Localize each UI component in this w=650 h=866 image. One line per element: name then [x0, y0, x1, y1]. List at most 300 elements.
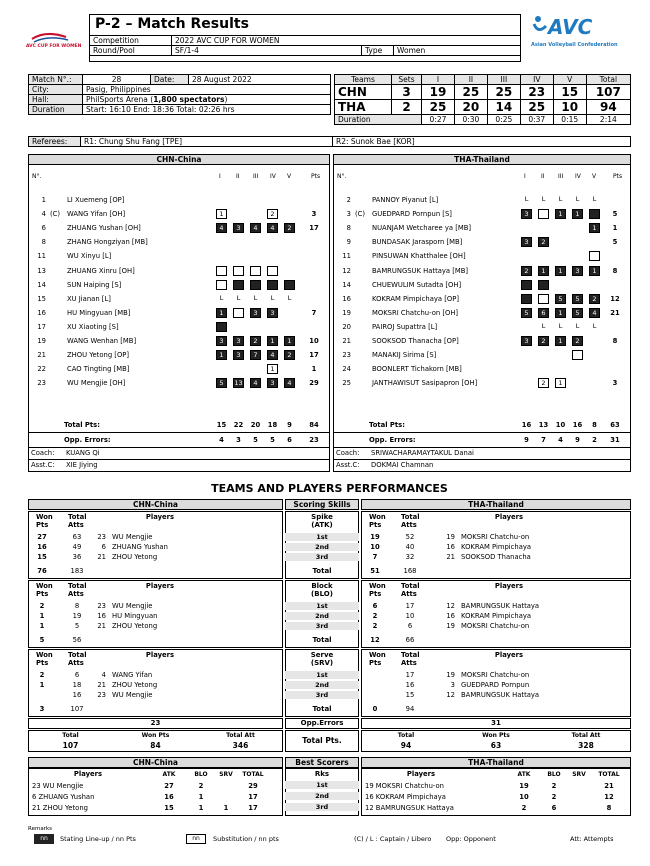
- rank-label: 2nd: [285, 543, 359, 551]
- player-number: 6: [41, 224, 46, 233]
- score-team: CHN: [335, 85, 392, 100]
- set-cell: 1: [555, 336, 566, 346]
- roster-set-header: III: [253, 173, 259, 180]
- set-cell: 13: [234, 379, 243, 388]
- col-players: Players: [494, 513, 524, 521]
- set-cell: 5: [216, 378, 227, 388]
- shirt-no: 19: [446, 671, 455, 679]
- roster-set-header: II: [541, 173, 545, 180]
- rank-label: 3rd: [285, 691, 359, 699]
- set-cell: 5: [555, 294, 566, 304]
- player-name: MOKSRI Chatchu-on [OH]: [372, 308, 459, 317]
- col-pts: Pts: [36, 521, 49, 529]
- skill-code: (ATK): [311, 521, 333, 529]
- skill-name: Spike: [311, 513, 333, 521]
- player-number: 11: [342, 252, 351, 261]
- shirt-no: 16: [446, 612, 455, 620]
- col-won: Won: [36, 582, 53, 590]
- best-stat: 21: [604, 782, 614, 790]
- col-players: Players: [494, 582, 524, 590]
- col-won: Won: [369, 513, 386, 521]
- shirt-no: 16: [97, 612, 106, 620]
- hall-suffix: ): [224, 95, 228, 104]
- total-pts-skill: Total Pts.: [302, 736, 342, 745]
- best-stat: 19: [519, 782, 529, 790]
- totals-value: 107: [62, 741, 79, 750]
- col-won: Won: [369, 651, 386, 659]
- total-pts-label: Total Pts:: [369, 421, 405, 429]
- total-atts: 19: [72, 612, 82, 620]
- best-stat: 2: [551, 793, 557, 801]
- set-cell: [250, 280, 261, 290]
- won-pts: 1: [39, 612, 45, 620]
- set-duration: 0:25: [487, 115, 520, 125]
- set-cell: [572, 350, 583, 360]
- rank-label: 3rd: [285, 622, 359, 630]
- player-number: 23: [342, 351, 351, 360]
- roster-set-header: V: [287, 173, 292, 180]
- referee-1: R1: Chung Shu Fang [TPE]: [81, 137, 333, 147]
- set-cell: 2: [589, 294, 600, 304]
- player-name: JANTHAWISUT Sasipapron [OH]: [372, 379, 478, 388]
- referees-label: Referees:: [29, 137, 81, 147]
- roster-set-header: I: [524, 173, 526, 180]
- total-atts: 16: [72, 691, 82, 699]
- perf-player-name: HU Mingyuan: [112, 612, 158, 620]
- player-name: CHUEWULIM Sutadta [OH]: [372, 280, 462, 289]
- shirt-no: 23: [97, 602, 106, 610]
- score-head-set5: V: [553, 75, 586, 85]
- divider: [28, 447, 330, 448]
- city-label: City:: [29, 85, 83, 95]
- set-cell: 3: [521, 336, 532, 346]
- best-stat: 1: [198, 793, 204, 801]
- avc-logo: [528, 12, 628, 52]
- player-points: 17: [309, 224, 319, 233]
- set-cell: 4: [216, 223, 227, 233]
- best-col-head: TOTAL: [242, 771, 264, 778]
- chn-opp-errors: 23: [150, 719, 161, 727]
- atts-total: 94: [405, 705, 415, 713]
- set-cell: 3: [250, 308, 261, 318]
- col-players: Players: [145, 651, 175, 659]
- score-set: 15: [553, 85, 586, 100]
- hall-label: Hall:: [29, 95, 83, 105]
- set-cell: 1: [267, 336, 278, 346]
- player-name: NUANJAM Wetcharee ya [MB]: [372, 224, 472, 233]
- col-pts: Pts: [36, 659, 49, 667]
- player-name: WU Mengjie [OH]: [67, 379, 126, 388]
- score-set: 25: [454, 85, 487, 100]
- set-cell: [284, 280, 295, 290]
- set-cell: 2: [538, 237, 549, 247]
- set-cell: 2: [284, 350, 295, 360]
- city-value: Pasig, Philippines: [83, 85, 331, 95]
- set-cell: 2: [521, 266, 532, 276]
- player-name: GUEDPARD Pornpun [S]: [372, 210, 452, 219]
- round-label: Round/Pool: [90, 46, 172, 56]
- score-set: 25: [422, 100, 455, 115]
- totals-value: 94: [400, 741, 412, 750]
- player-name: BOONLERT Tichakorn [MB]: [372, 365, 462, 374]
- total-atts: 18: [72, 681, 82, 689]
- perf-tha-title: THA-Thailand: [361, 499, 631, 510]
- score-set: 20: [454, 100, 487, 115]
- duration-label: Duration: [29, 105, 83, 115]
- captain-mark: (C): [355, 210, 366, 219]
- player-number: 4: [41, 210, 46, 219]
- best-col-head: SRV: [219, 771, 233, 778]
- player-number: 11: [37, 252, 46, 261]
- col-won: Won: [36, 651, 53, 659]
- roster-no-header: N°.: [32, 173, 42, 180]
- total-atts: 15: [405, 691, 415, 699]
- score-table: [334, 74, 631, 125]
- set-cell: [216, 322, 227, 332]
- set-cell: 3: [216, 336, 227, 346]
- skill-total-label: Total: [312, 567, 332, 575]
- player-number: 3: [346, 210, 351, 219]
- set-opp-errors: 6: [287, 436, 292, 444]
- duration-value: Start: 16:10 End: 18:36 Total: 02:26 hrs: [83, 105, 331, 115]
- player-name: LI Xuemeng [OP]: [67, 196, 125, 204]
- set-cell: 3: [521, 209, 532, 219]
- won-pts-total: 3: [39, 705, 45, 713]
- set-cell: 3: [233, 336, 244, 346]
- avc-cup-logo: [26, 30, 84, 54]
- set-cell: 1: [555, 378, 566, 388]
- coach-label: Coach:: [336, 449, 360, 457]
- set-cell: L: [592, 195, 597, 203]
- set-cell: 5: [572, 308, 583, 318]
- atts-total: 56: [72, 636, 82, 644]
- player-number: 8: [346, 224, 351, 233]
- remark-sub-box: nn: [186, 834, 206, 844]
- col-won: Won: [36, 513, 53, 521]
- set-cell: 1: [589, 266, 600, 276]
- player-points: 3: [612, 379, 618, 388]
- set-cell: 3: [521, 237, 532, 247]
- best-player-name: 12 BAMRUNGSUK Hattaya: [365, 804, 454, 812]
- remark-sub: Substitution / nn pts: [213, 835, 279, 843]
- player-name: HU Mingyuan [MB]: [67, 308, 131, 317]
- col-atts: Atts: [401, 521, 417, 529]
- won-pts: 1: [39, 681, 45, 689]
- perf-player-name: SOOKSOD Thanacha: [461, 553, 531, 561]
- shirt-no: 16: [446, 543, 455, 551]
- score-set: 10: [553, 100, 586, 115]
- tha-roster-title: THA-Thailand: [333, 154, 631, 165]
- set-opp-errors: 2: [592, 436, 597, 444]
- set-total: 22: [233, 421, 244, 429]
- col-total: Total: [401, 582, 420, 590]
- won-pts: 27: [37, 533, 47, 541]
- col-players: Players: [494, 651, 524, 659]
- best-stat: 10: [519, 793, 529, 801]
- best-stat: 29: [248, 782, 258, 790]
- skill-name: Serve: [310, 651, 334, 659]
- best-stat: 8: [606, 804, 612, 812]
- total-atts: 49: [72, 543, 82, 551]
- set-cell: L: [541, 195, 546, 203]
- score-team: THA: [335, 100, 392, 115]
- player-points: 17: [309, 351, 319, 360]
- totals-value: 328: [578, 741, 594, 750]
- best-stat: 1: [198, 804, 204, 812]
- player-name: PAIROJ Supattra [L]: [372, 322, 438, 331]
- set-cell: L: [219, 293, 224, 302]
- set-duration: 0:37: [520, 115, 553, 125]
- score-row-chn: [335, 85, 631, 100]
- score-total: 94: [586, 100, 630, 115]
- perf-player-name: MOKSRI Chatchu-on: [461, 671, 530, 679]
- player-points: 8: [612, 337, 618, 345]
- score-total: 107: [586, 85, 630, 100]
- best-stat: 1: [223, 804, 229, 812]
- rank-label: 2nd: [285, 612, 359, 620]
- perf-player-name: ZHOU Yetong: [112, 622, 158, 630]
- set-duration: 0:15: [553, 115, 586, 125]
- remark-opponent: Opp: Opponent: [446, 835, 496, 843]
- score-set: 23: [520, 85, 553, 100]
- set-cell: 2: [284, 223, 295, 233]
- player-name: ZHOU Yetong [OP]: [67, 351, 130, 360]
- player-name: PANNOY Piyanut [L]: [372, 196, 439, 204]
- coach-label: Coach:: [31, 449, 55, 457]
- best-tha-title: THA-Thailand: [361, 757, 631, 768]
- set-cell: 1: [538, 266, 549, 276]
- hall-value: [83, 95, 331, 105]
- shirt-no: 21: [446, 553, 455, 561]
- total-atts: 40: [405, 543, 415, 551]
- set-cell: 2: [250, 336, 261, 346]
- best-stat: 2: [551, 782, 557, 790]
- totals-head: Total Att: [226, 732, 255, 739]
- set-cell: L: [541, 321, 546, 330]
- match-no-label: Match N°.:: [29, 75, 83, 85]
- set-cell: [521, 294, 532, 304]
- best-player-name: 23 WU Mengjie: [32, 782, 84, 790]
- player-number: 2: [346, 196, 351, 204]
- hall-name: PhilSports Arena (: [86, 95, 154, 104]
- player-name: WANG Yifan [OH]: [67, 210, 126, 219]
- set-cell: [216, 280, 227, 290]
- player-points: 12: [610, 294, 620, 303]
- competition-label: Competition: [90, 36, 172, 46]
- perf-player-name: WU Mengjie: [112, 691, 153, 699]
- atts-total: 107: [70, 705, 84, 713]
- player-points: 21: [610, 308, 620, 317]
- divider: [333, 459, 631, 460]
- set-cell: [589, 209, 600, 219]
- total-atts: 16: [405, 681, 415, 689]
- set-cell: L: [558, 195, 563, 203]
- roster-pts-header: Pts: [311, 173, 321, 180]
- roster-set-header: III: [558, 173, 564, 180]
- set-total: 8: [592, 421, 597, 429]
- totals-value: 63: [490, 741, 502, 750]
- col-pts: Pts: [36, 590, 49, 598]
- atts-total: 183: [70, 567, 84, 575]
- set-cell: [216, 266, 227, 276]
- col-atts: Atts: [68, 659, 84, 667]
- set-total: 18: [267, 421, 278, 429]
- won-pts: 2: [39, 671, 45, 679]
- player-number: 16: [342, 294, 351, 303]
- total-atts: 36: [72, 553, 82, 561]
- divider: [28, 432, 330, 433]
- set-cell: 2: [572, 336, 583, 346]
- best-rank: 3rd: [285, 803, 359, 811]
- won-pts: 19: [370, 533, 380, 541]
- set-cell: 1: [589, 223, 600, 233]
- score-set: 25: [520, 100, 553, 115]
- set-cell: 1: [216, 308, 227, 318]
- coach-name: SRIWACHARAMAYTAKUL Danai: [371, 449, 474, 457]
- set-cell: 4: [267, 223, 278, 233]
- set-cell: 3: [267, 378, 278, 388]
- shirt-no: 21: [97, 553, 106, 561]
- best-stat: 17: [248, 804, 258, 812]
- set-cell: [250, 266, 261, 276]
- player-number: 21: [342, 337, 351, 345]
- set-total: 9: [287, 421, 292, 429]
- best-stat: 12: [604, 793, 614, 801]
- set-cell: [538, 294, 549, 304]
- set-opp-errors: 7: [541, 436, 546, 444]
- player-points: 29: [309, 379, 319, 388]
- roster-no-header: N°.: [337, 173, 347, 180]
- player-number: 9: [346, 238, 351, 247]
- set-cell: 4: [250, 223, 261, 233]
- won-pts: 2: [372, 612, 378, 620]
- best-players-head: Players: [73, 770, 103, 778]
- total-atts: 17: [405, 602, 415, 610]
- shirt-no: 19: [446, 622, 455, 630]
- shirt-no: 12: [446, 602, 455, 610]
- score-set: 19: [422, 85, 455, 100]
- perf-player-name: WANG Yifan: [112, 671, 153, 679]
- set-cell: 4: [250, 378, 261, 388]
- shirt-no: 12: [446, 691, 455, 699]
- set-cell: 3: [267, 308, 278, 318]
- player-number: 24: [342, 365, 351, 374]
- divider: [28, 459, 330, 460]
- player-points: 3: [311, 210, 317, 219]
- player-points: 5: [612, 210, 618, 219]
- team-opp-errors: 23: [309, 436, 319, 444]
- set-total: 13: [538, 421, 549, 429]
- player-number: 16: [37, 308, 46, 317]
- set-opp-errors: 4: [558, 436, 563, 444]
- remark-captain: (C) / L : Captain / Libero: [354, 835, 432, 843]
- skill-total-label: Total: [312, 636, 332, 644]
- totals-head: Won Pts: [141, 732, 170, 739]
- set-cell: 1: [555, 308, 566, 318]
- score-head-set1: I: [422, 75, 455, 85]
- won-pts: 16: [37, 543, 47, 551]
- total-atts: 63: [72, 533, 82, 541]
- skill-code: (BLO): [311, 590, 333, 598]
- captain-mark: (C): [50, 210, 61, 219]
- best-col-head: ATK: [162, 771, 176, 778]
- set-cell: 3: [233, 223, 244, 233]
- player-name: WU Xinyu [L]: [67, 252, 112, 261]
- won-pts-total: 51: [370, 567, 380, 575]
- team-total-pts: 84: [309, 421, 319, 429]
- col-pts: Pts: [369, 590, 382, 598]
- score-header-row: [335, 75, 631, 85]
- won-pts-total: 12: [370, 636, 380, 644]
- set-duration: 0:30: [454, 115, 487, 125]
- set-cell: [267, 280, 278, 290]
- perf-player-name: MOKSRI Chatchu-on: [461, 533, 530, 541]
- total-atts: 32: [405, 553, 415, 561]
- asst-coach-name: DOKMAI Chamnan: [371, 461, 434, 469]
- type-value: Women: [394, 46, 521, 56]
- won-pts: 6: [372, 602, 378, 610]
- won-pts: 2: [39, 602, 45, 610]
- remarks-label: Remarks: [28, 826, 52, 832]
- best-player-name: 21 ZHOU Yetong: [32, 804, 88, 812]
- best-col-head: SRV: [572, 771, 586, 778]
- shirt-no: 23: [97, 691, 106, 699]
- player-number: 17: [37, 322, 46, 331]
- set-cell: 2: [538, 378, 549, 388]
- set-total: 16: [521, 421, 532, 429]
- player-number: 21: [37, 351, 46, 360]
- set-cell: [233, 266, 244, 276]
- col-pts: Pts: [369, 659, 382, 667]
- rank-label: 3rd: [285, 553, 359, 561]
- player-points: 5: [612, 238, 618, 247]
- opp-errors-label: Opp. Errors:: [369, 436, 416, 444]
- player-number: 23: [37, 379, 46, 388]
- best-chn-title: CHN-China: [28, 757, 283, 768]
- rank-label: 2nd: [285, 681, 359, 689]
- total-atts: 10: [405, 612, 415, 620]
- shirt-no: 4: [101, 671, 106, 679]
- set-total: 10: [555, 421, 566, 429]
- remark-starting: Stating Line-up / nn Pts: [60, 835, 136, 843]
- set-cell: L: [575, 195, 580, 203]
- score-head-sets: Sets: [392, 75, 422, 85]
- set-cell: L: [524, 195, 529, 203]
- player-name: ZHANG Hongziyan [MB]: [67, 238, 148, 247]
- shirt-no: 6: [101, 543, 106, 551]
- set-cell: 1: [267, 364, 278, 374]
- set-cell: [589, 251, 600, 261]
- shirt-no: 23: [97, 533, 106, 541]
- set-cell: 1: [572, 209, 583, 219]
- player-number: 12: [342, 266, 351, 275]
- perf-player-name: ZHOU Yetong: [112, 681, 158, 689]
- set-total: 15: [216, 421, 227, 429]
- perf-player-name: MOKSRI Chatchu-on: [461, 622, 530, 630]
- col-total: Total: [401, 651, 420, 659]
- best-player-name: 19 MOKSRI Chatchu-on: [365, 782, 444, 790]
- duration-total: 2:14: [586, 115, 630, 125]
- set-cell: L: [575, 321, 580, 330]
- col-atts: Atts: [68, 590, 84, 598]
- totals-head: Total: [397, 732, 415, 739]
- page-title: P-2 – Match Results: [95, 16, 249, 32]
- perf-title: TEAMS AND PLAYERS PERFORMANCES: [211, 482, 448, 495]
- best-players-head: Players: [406, 770, 436, 778]
- best-rank: 2nd: [285, 792, 359, 800]
- competition-value: 2022 AVC CUP FOR WOMEN: [172, 36, 521, 46]
- avc-logo-subtitle: Asian Volleyball Confederation: [531, 42, 618, 48]
